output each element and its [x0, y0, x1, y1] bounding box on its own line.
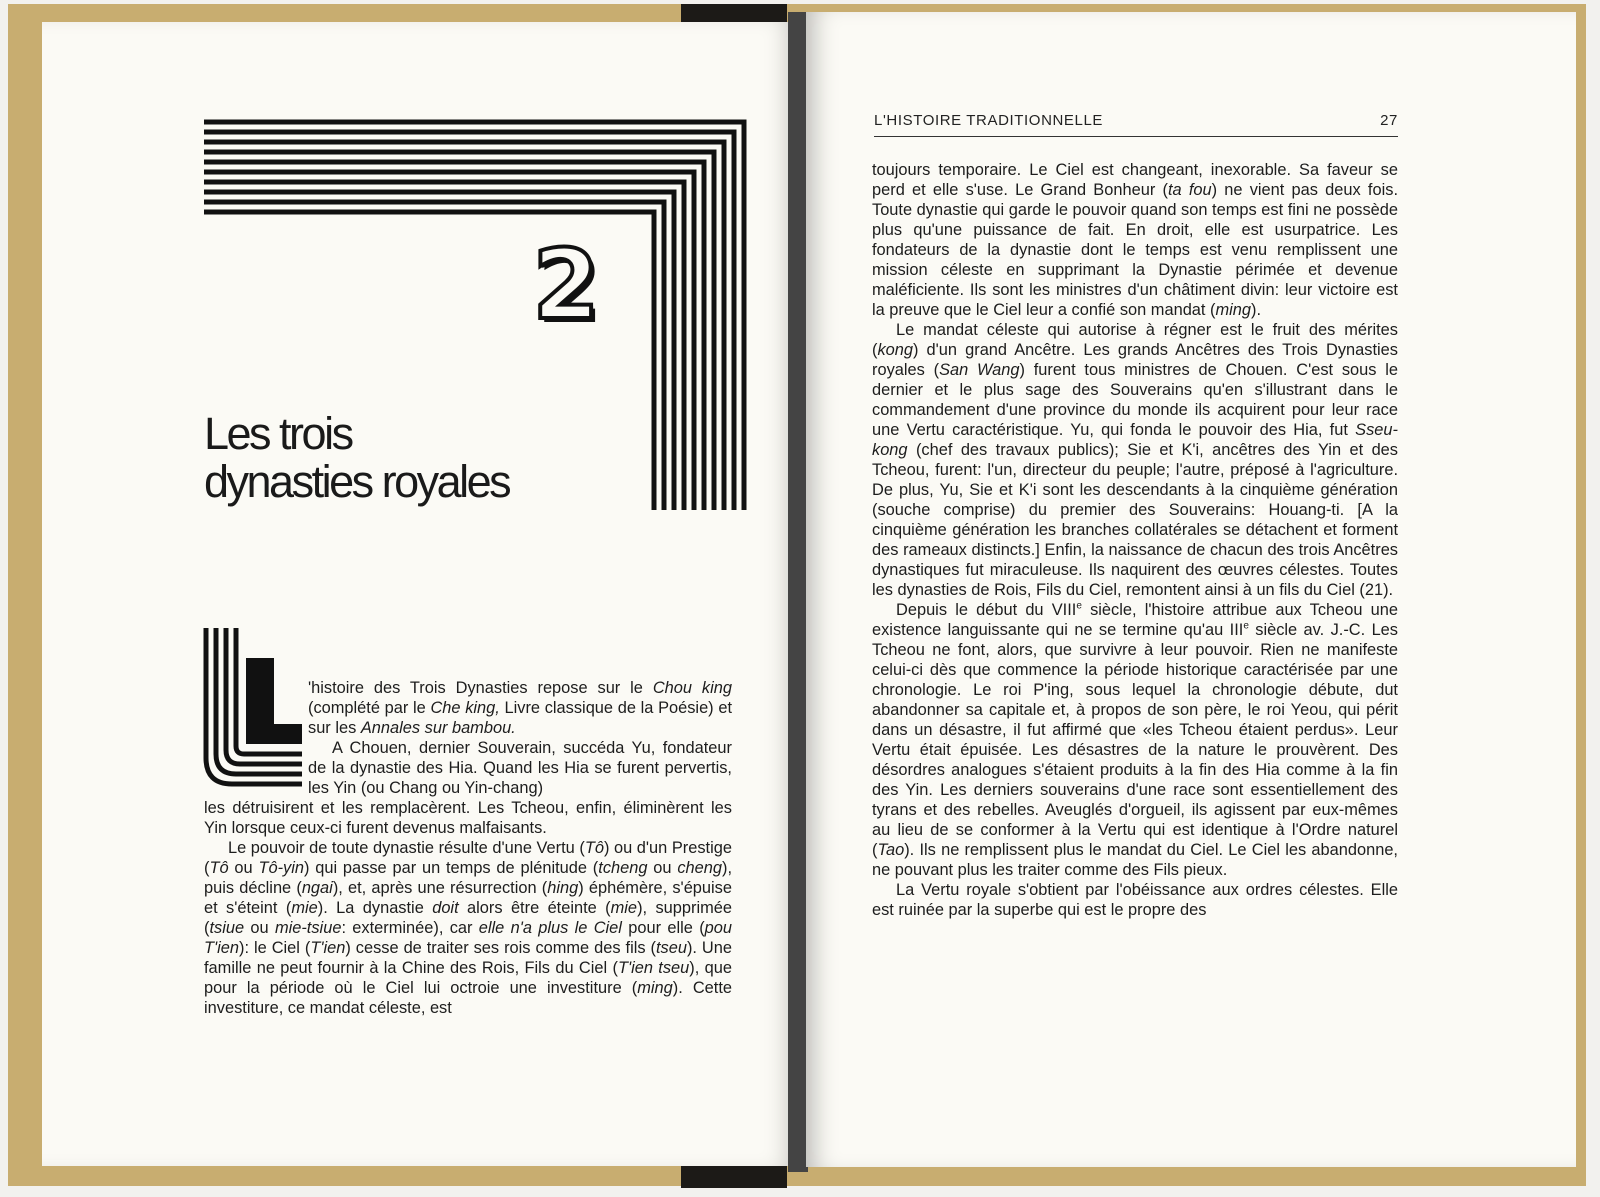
chapter-number: 2	[532, 229, 600, 341]
book-gutter	[788, 12, 808, 1172]
left-intro-text: 'histoire des Trois Dynasties repose sur le Chou king (complété par le Che king, Livre classique de la Poésie) et sur les Annales sur bambou. A Chouen, dernier Souverain, succéda Yu, fondateur de la dynastie des Hia. Quand les Hia se furent pervertis, les Yin (ou Chang ou Yin-chang)	[308, 679, 732, 797]
right-body-text: toujours temporaire. Le Ciel est changeant, inexorable. Sa faveur se perd et elle s'use. Le Grand Bonheur (ta fou) ne vient pas deux fois. Toute dynastie qui garde le pouvoir quand son temps est fini ne possède plus qu'une puissance de fait. En droit, elle est usurpatrice. Les fondateurs de la dynastie dont le temps est venu remplissent une mission céleste en supprimant la Dynastie périmée et devenue maléficiente. Ils sont les ministres d'un châtiment divin: leur victoire est la preuve que le Ciel leur a confié son mandat (ming). Le mandat céleste qui autorise à régner est le fruit des mérites (kong) d'un grand Ancêtre. Les grands Ancêtres des Trois Dynasties royales (San Wang) furent tous ministres de Chouen. C'est sous le dernier et le plus sage des Souverains qu'en s'illustrant dans le commandement d'une province du monde ils acquirent pour leur race une Vertu caractéristique. Yu, qui fonda le pouvoir des Hia, fut Sseu-kong (chef des travaux publics); Sie et K'i, ancêtres des Yin et des Tcheou, furent: l'un, directeur du peuple; l'autre, préposé à l'agriculture. De plus, Yu, Sie et K'i sont les descendants à la cinquième génération (souche comprise) du premier des Souverains: Houang-ti. [A la cinquième génération les branches collatérales se détachent et forment des rameaux distincts.] Enfin, la naissance de chacun des trois Ancêtres dynastiques fut miraculeuse. Ils naquirent des œuvres célestes. Toutes les dynasties de Rois, Fils du Ciel, remontent ainsi à un fils du Ciel (21). Depuis le début du VIIIe siècle, l'histoire attribue aux Tcheou une existence languissante qui ne se termine qu'au IIIe siècle av. J.-C. Les Tcheou ne font, alors, que survivre à leur pouvoir. Rien ne manifeste celui-ci dès que commence la période historique caractérisée par une chronologie. Le roi P'ing, sous lequel la chronologie débute, dut abandonner sa capitale et, à propos de son père, le roi Yeou, qui périt dans un désastre, il fut affirmé que «les Tcheou étaient perdus». Leur Vertu était épuisée. Les désastres de la nature le prouvèrent. Des désordres analogues s'étaient produits à la fin des Hia comme à la fin des Yin. Les derniers souverains d'une race sont essentiellement des tyrans et des rebelles. Aveuglés d'orgueil, ils agissent par eux-mêmes au lieu de se conformer à la Vertu qui est identique à l'Ordre naturel (Tao). Ils ne remplissent plus le mandat du Ciel. Le Ciel les abandonne, ne pouvant plus les traiter comme des Fils pieux. La Vertu royale s'obtient par l'obéissance aux ordres célestes. Elle est ruinée par la superbe qui est le propre des	[872, 161, 1399, 919]
running-header	[874, 112, 1398, 134]
chapter-title-line1: Les trois	[204, 408, 352, 459]
book-spine-bottom	[681, 1166, 787, 1188]
header-rule	[874, 136, 1398, 137]
page-number: 27	[1380, 112, 1398, 129]
drop-cap-letter	[202, 628, 304, 788]
chapter-title	[204, 410, 624, 506]
left-body-text: les détruisirent et les remplacèrent. Les Tcheou, enfin, éliminèrent les Yin lorsque ceux-ci furent devenus malfaisants. Le pouvoir de toute dynastie résulte d'une Vertu (Tô) ou d'un Prestige (Tô ou Tô-yin) qui passe par un temps de plénitude (tcheng ou cheng), puis décline (ngai), et, après une résurrection (hing) éphémère, s'épuise et s'éteint (mie). La dynastie doit alors être éteinte (mie), supprimée (tsiue ou mie-tsiue: exterminée), car elle n'a plus le Ciel pour elle (pou T'ien): le Ciel (T'ien) cesse de traiter ses rois comme des fils (tseu). Une famille ne peut fournir à la Chine des Rois, Fils du Ciel (T'ien tseu), que pour la période où le Ciel lui octroie une investiture (ming). Cette investiture, ce mandat céleste, est	[204, 799, 733, 1017]
chapter-title-line2: dynasties royales	[204, 456, 510, 507]
running-title: L'HISTOIRE TRADITIONNELLE	[874, 112, 1104, 129]
book-spine-top	[681, 4, 787, 24]
